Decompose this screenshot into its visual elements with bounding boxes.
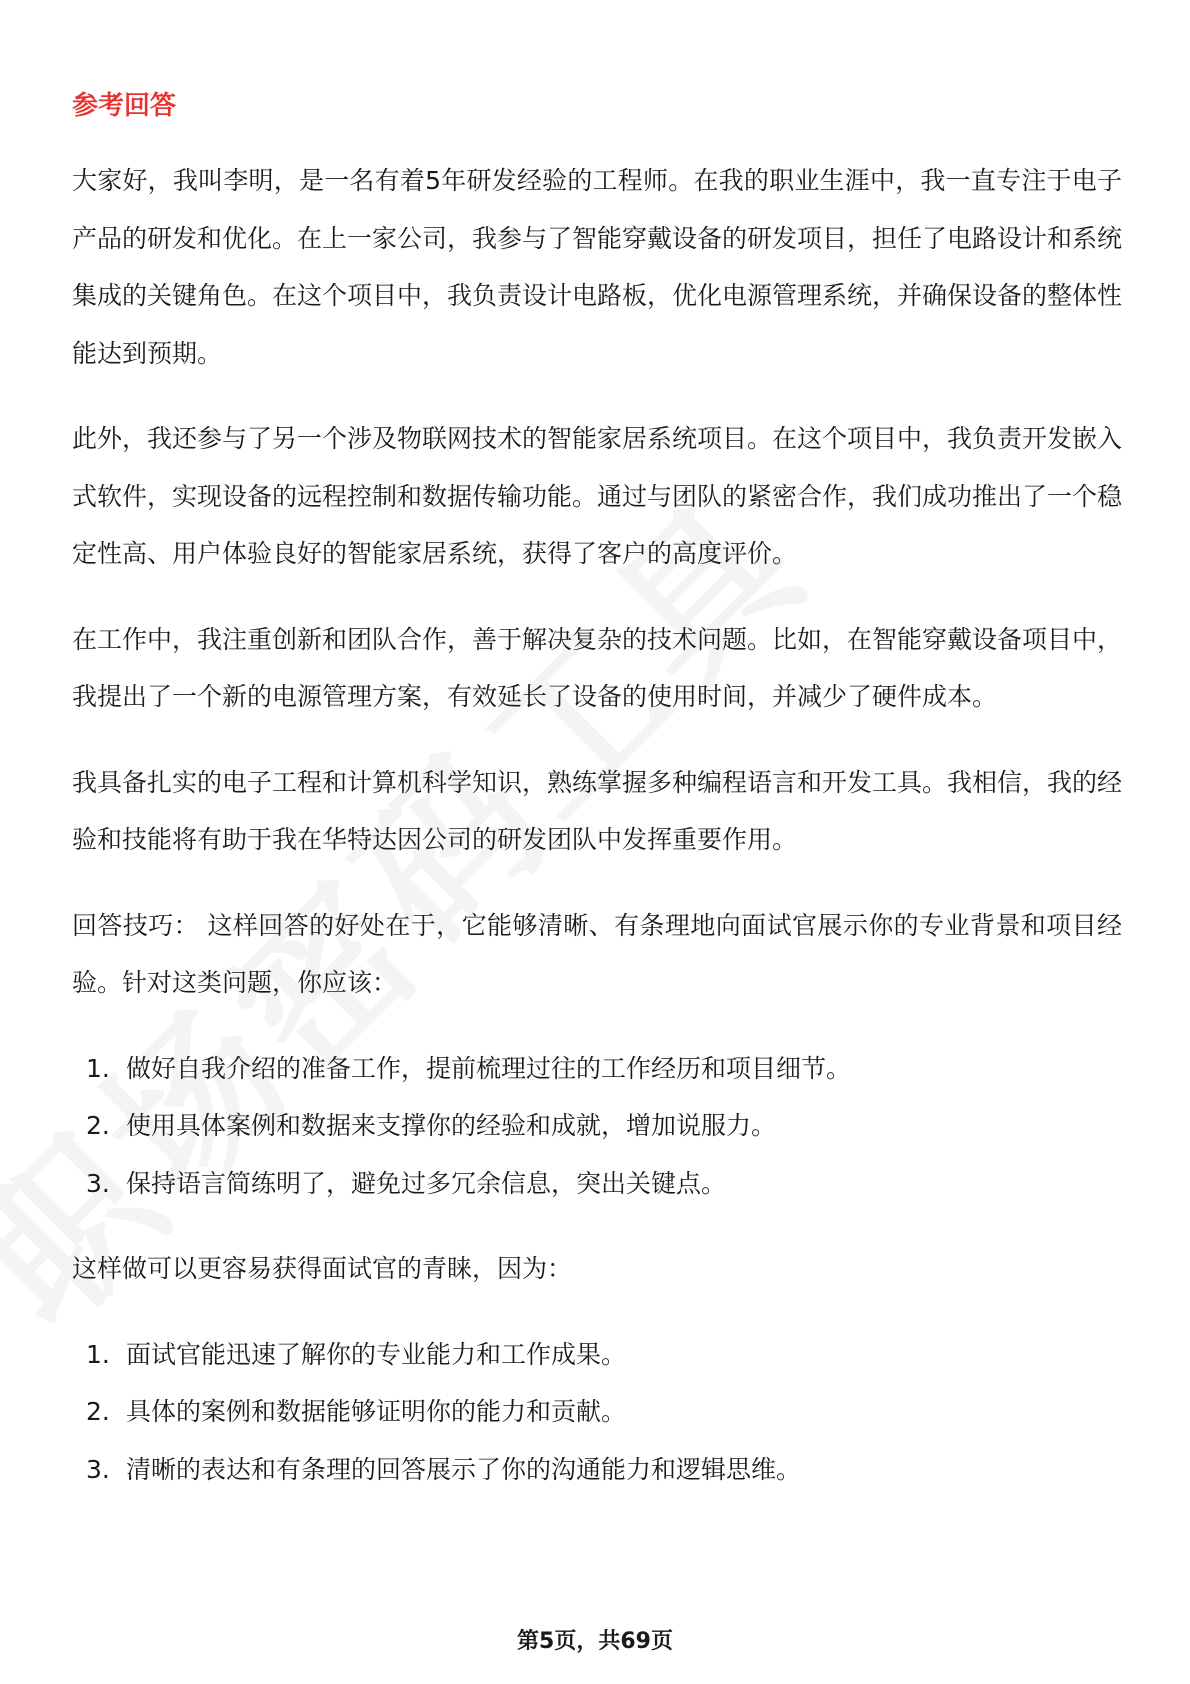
- list-number: 3.: [86, 1454, 110, 1484]
- list-text: 具体的案例和数据能够证明你的能力和贡献。: [126, 1397, 627, 1426]
- list-item: [72, 1155, 1122, 1213]
- list-item: [72, 1383, 1122, 1441]
- list-number: 1.: [86, 1339, 110, 1369]
- reason-intro: 这样做可以更容易获得面试官的青睐，因为：: [72, 1254, 573, 1283]
- section-heading: 参考回答: [72, 91, 177, 121]
- list-text: 保持语言简练明了，避免过多冗余信息，突出关键点。: [126, 1168, 727, 1198]
- paragraph-teamwork: 在工作中，我注重创新和团队合作，善于解决复杂的技术问题。比如，在智能穿戴设备项目中，我提出了一个新的电源管理方案，有效延长了设备的使用时间，并减少了硬件成本。: [72, 624, 1123, 711]
- list-number: 3.: [86, 1168, 110, 1198]
- list-number: 1.: [86, 1053, 110, 1083]
- list-item: [72, 1441, 1122, 1499]
- page-number: 第5页，共69页: [517, 1629, 673, 1654]
- reason-list: [72, 1326, 1122, 1499]
- list-number: 2.: [86, 1397, 110, 1426]
- tips-intro: 回答技巧： 这样回答的好处在于，它能够清晰、有条理地向面试官展示你的专业背景和项目经验。针对这类问题，你应该：: [72, 910, 1122, 997]
- list-item: [72, 1040, 1122, 1098]
- paragraph-iot-project: 此外，我还参与了另一个涉及物联网技术的智能家居系统项目。在这个项目中，我负责开发嵌入式软件，实现设备的远程控制和数据传输功能。通过与团队的紧密合作，我们成功推出了一个稳定性高、用户体验良好的智能家居系统，获得了客户的高度评价。: [72, 424, 1123, 568]
- paragraph-skills: 我具备扎实的电子工程和计算机科学知识，熟练掌握多种编程语言和开发工具。我相信，我的经验和技能将有助于我在华特达因公司的研发团队中发挥重要作用。: [72, 767, 1123, 854]
- list-text: 面试官能迅速了解你的专业能力和工作成果。: [126, 1339, 627, 1369]
- paragraph-intro: 大家好，我叫李明，是一名有着5年研发经验的工程师。在我的职业生涯中，我一直专注于电子产品的研发和优化。在上一家公司，我参与了智能穿戴设备的研发项目，担任了电路设计和系统集成的关键角色。在这个项目中，我负责设计电路板，优化电源管理系统，并确保设备的整体性能达到预期。: [72, 166, 1123, 368]
- list-text: 做好自我介绍的准备工作，提前梳理过往的工作经历和项目细节。: [126, 1053, 852, 1083]
- document-body: [72, 86, 1122, 1526]
- list-number: 2.: [86, 1111, 110, 1140]
- list-text: 使用具体案例和数据来支撑你的经验和成就，增加说服力。: [126, 1111, 777, 1140]
- list-item: [72, 1097, 1122, 1155]
- tips-list: [72, 1040, 1122, 1213]
- list-item: [72, 1326, 1122, 1384]
- list-text: 清晰的表达和有条理的回答展示了你的沟通能力和逻辑思维。: [126, 1454, 802, 1484]
